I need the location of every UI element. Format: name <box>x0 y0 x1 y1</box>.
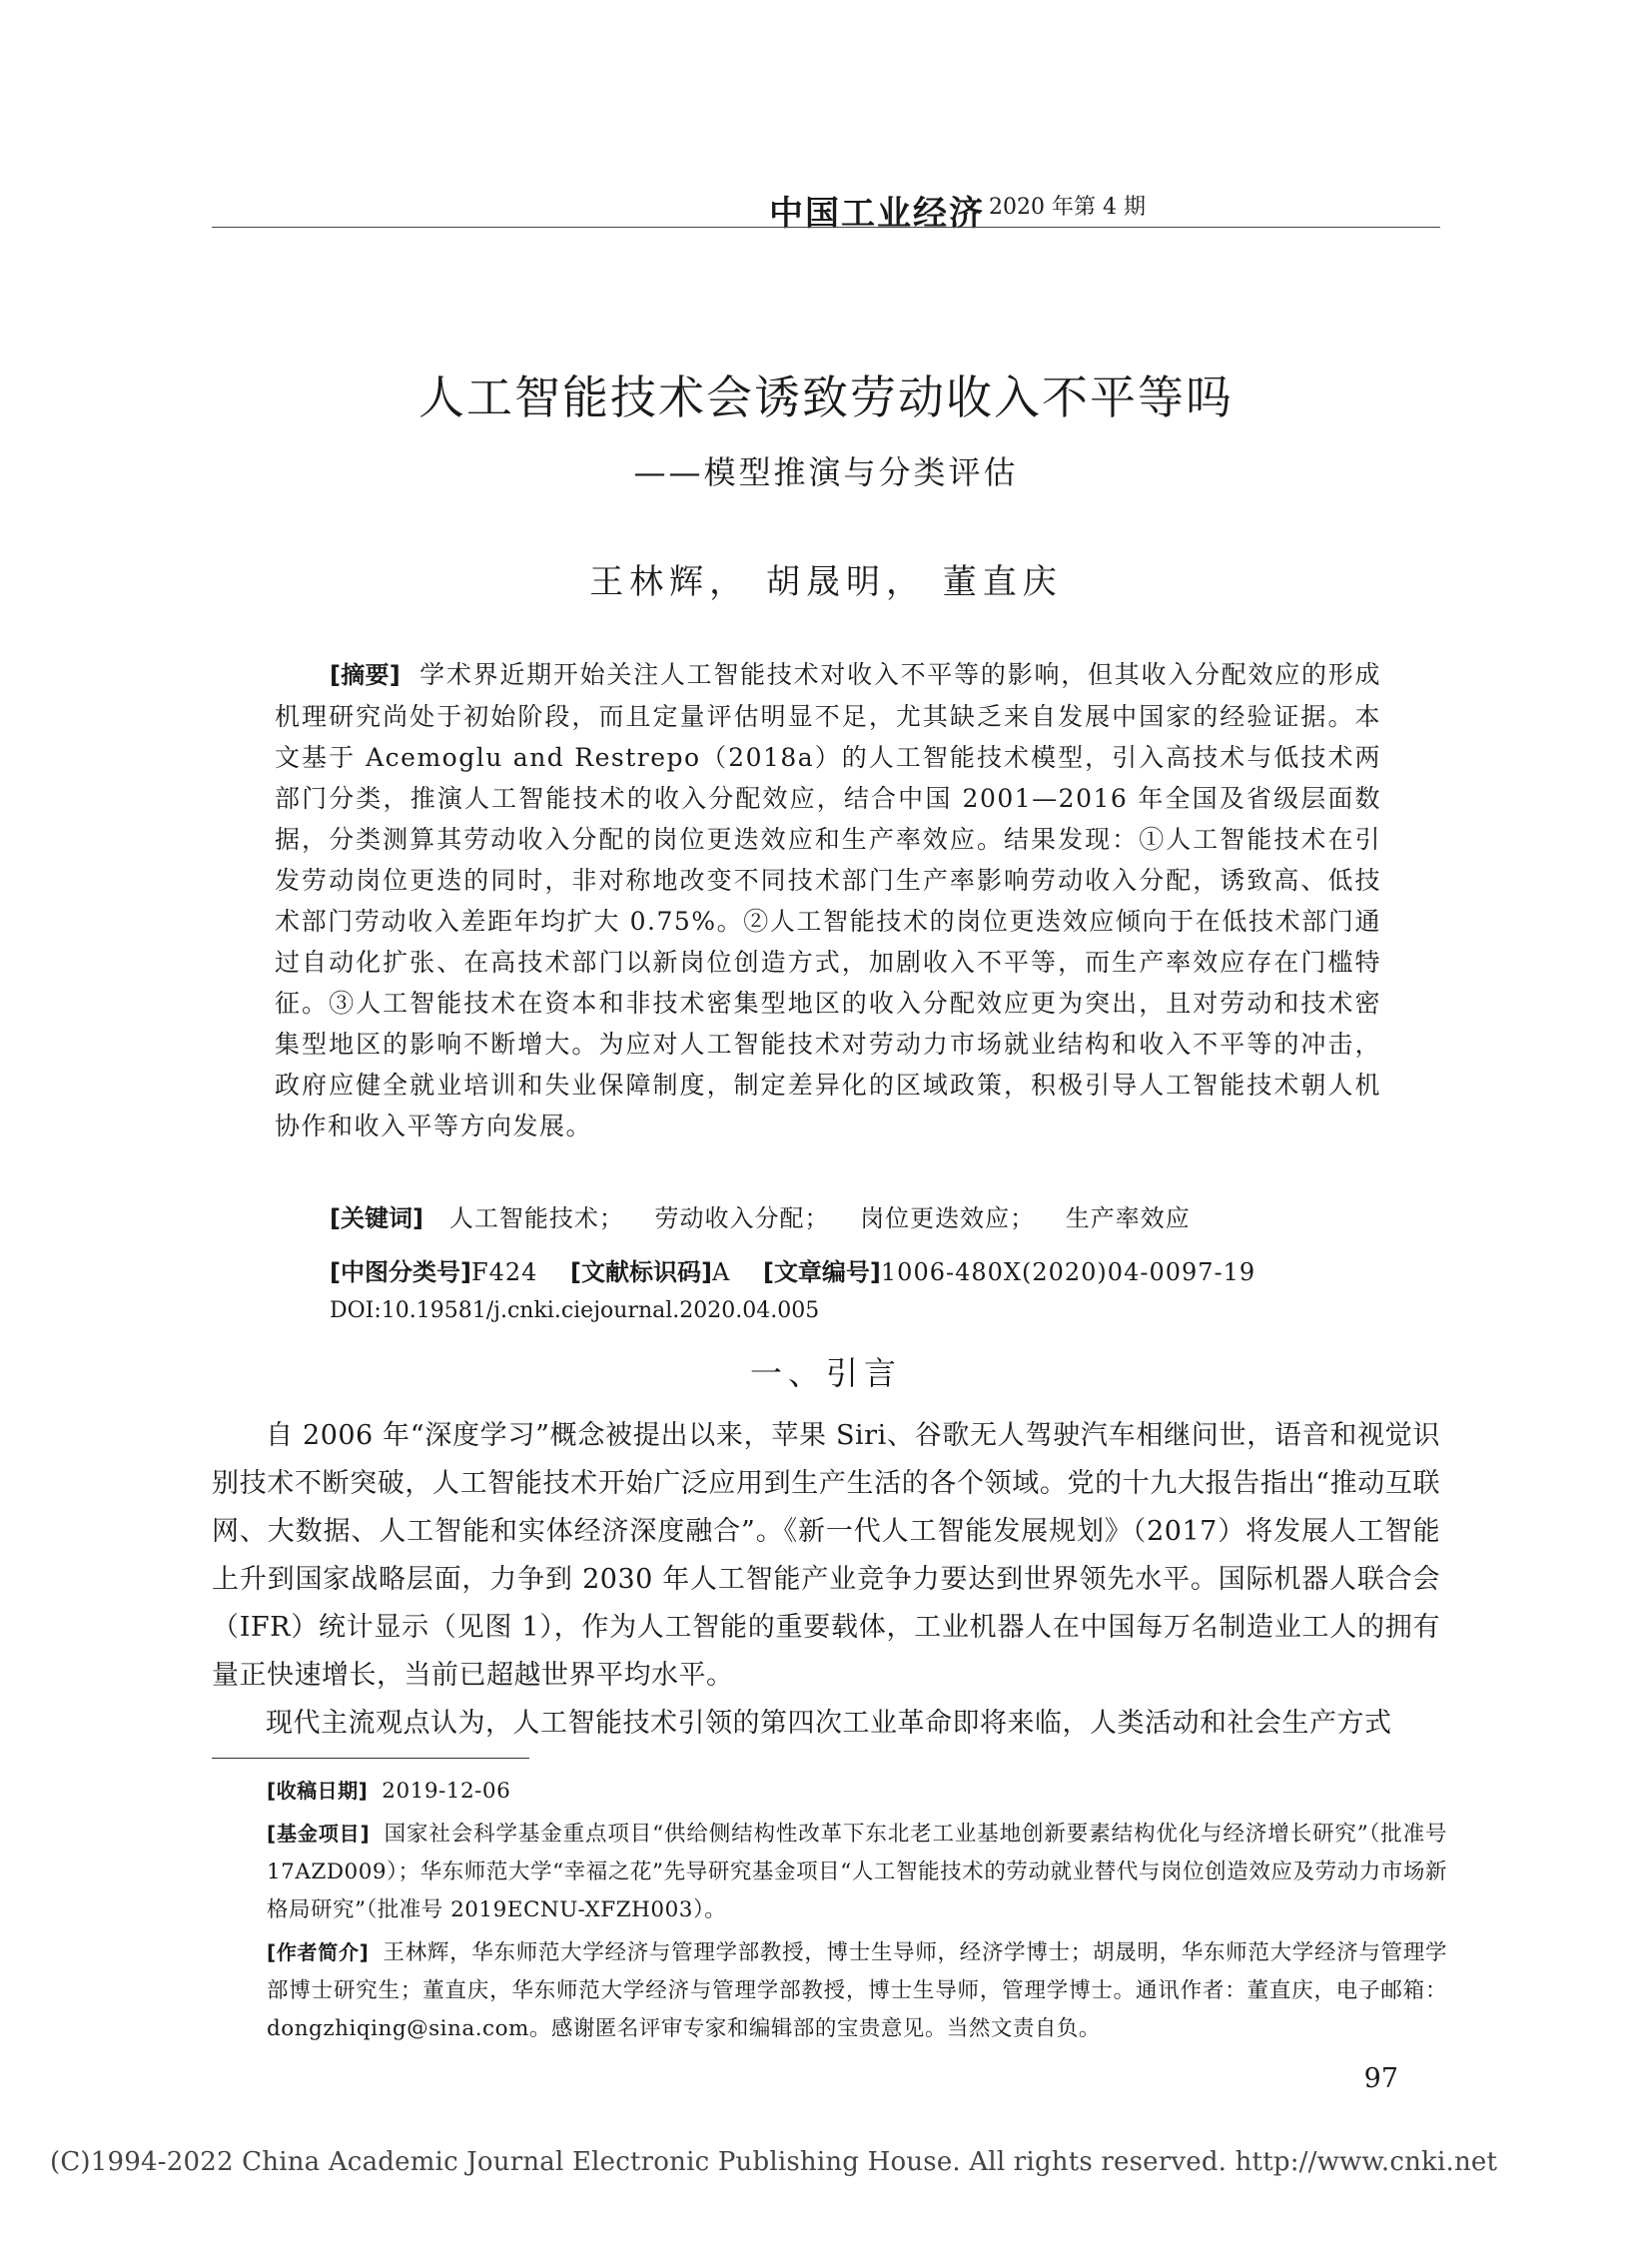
keywords-line <box>330 1198 1213 1233</box>
journal-name: 中国工业经济 <box>769 194 985 234</box>
keyword-item: 人工智能技术； <box>448 1204 624 1232</box>
footnote-author <box>267 1933 1447 2048</box>
article-no-label: [文章编号] <box>762 1258 881 1286</box>
doc-code-value: A <box>711 1258 731 1286</box>
section-heading: 一、引言 <box>749 1354 902 1392</box>
clc-label: [中图分类号] <box>330 1258 471 1286</box>
issue-label: 2020 年第 4 期 <box>989 195 1146 220</box>
fund-label: [基金项目] <box>267 1822 371 1846</box>
fund-value: 国家社会科学基金重点项目“供给侧结构性改革下东北老工业基地创新要素结构优化与经济增长研究”（批准号 17AZD009）；华东师范大学“幸福之花”先导研究基金项目“人工智能技术的劳动就业替代与岗位创造效应及劳动力市场新格局研究”（批准号 2019ECNU-XFZH003）。 <box>267 1822 1447 1922</box>
article-title: 人工智能技术会诱致劳动收入不平等吗 <box>418 371 1234 424</box>
author-info-label: [作者简介] <box>267 1940 370 1964</box>
page-number: 97 <box>1363 2063 1398 2094</box>
copyright-notice: (C)1994-2022 China Academic Journal Electronic Publishing House. All rights reserved. http://www.cnki.net <box>50 2147 1498 2177</box>
footnote-fund <box>267 1815 1447 1929</box>
article-subtitle: ——模型推演与分类评估 <box>633 453 1019 491</box>
abstract <box>275 654 1381 1146</box>
keywords-label: [关键词] <box>330 1204 423 1232</box>
footnote-received <box>267 1772 1447 1811</box>
clc-value: F424 <box>470 1258 538 1286</box>
received-value: 2019-12-06 <box>382 1779 511 1804</box>
classification-line <box>330 1252 1255 1287</box>
abstract-text: 学术界近期开始关注人工智能技术对收入不平等的影响，但其收入分配效应的形成机理研究尚处于初始阶段，而且定量评估明显不足，尤其缺乏来自发展中国家的经验证据。本文基于 Acemoglu and Restrepo（2018a）的人工智能技术模型，引入高技术与低技术两部门分类，推演人工智能技术的收入分配效应，结合中国 2001—2016 年全国及省级层面数据，分类测算其劳动收入分配的岗位更迭效应和生产率效应。结果发现：①人工智能技术在引发劳动岗位更迭的同时，非对称地改变不同技术部门生产率影响劳动收入分配，诱致高、低技术部门劳动收入差距年均扩大 0.75%。②人工智能技术的岗位更迭效应倾向于在低技术部门通过自动化扩张、在高技术部门以新岗位创造方式，加剧收入不平等，而生产率效应存在门槛特征。③人工智能技术在资本和非技术密集型地区的收入分配效应更为突出，且对劳动和技术密集型地区的影响不断增大。为应对人工智能技术对劳动力市场就业结构和收入不平等的冲击，政府应健全就业培训和失业保障制度，制定差异化的区域政策，积极引导人工智能技术朝人机协作和收入平等方向发展。 <box>275 660 1381 1140</box>
keyword-item: 劳动收入分配； <box>654 1204 830 1232</box>
abstract-label: [摘要] <box>330 661 401 689</box>
body-text <box>212 1412 1440 1748</box>
footnotes <box>267 1772 1447 2052</box>
article-authors: 王林辉， 胡晟明， 董直庆 <box>589 562 1063 602</box>
body-paragraph: 自 2006 年“深度学习”概念被提出以来，苹果 Siri、谷歌无人驾驶汽车相继问世，语音和视觉识别技术不断突破，人工智能技术开始广泛应用到生产生活的各个领域。党的十九大报告指出“推动互联网、大数据、人工智能和实体经济深度融合”。《新一代人工智能发展规划》（2017）将发展人工智能上升到国家战略层面，力争到 2030 年人工智能产业竞争力要达到世界领先水平。国际机器人联合会（IFR）统计显示（见图 1），作为人工智能的重要载体，工业机器人在中国每万名制造业工人的拥有量正快速增长，当前已超越世界平均水平。 <box>212 1420 1440 1691</box>
header-divider <box>212 227 1440 228</box>
doc-code-label: [文献标识码] <box>570 1258 712 1286</box>
doi-link[interactable]: DOI:10.19581/j.cnki.ciejournal.2020.04.005 <box>330 1298 820 1323</box>
article-no-value: 1006-480X(2020)04-0097-19 <box>880 1258 1256 1286</box>
keyword-item: 岗位更迭效应； <box>860 1204 1036 1232</box>
received-label: [收稿日期] <box>267 1779 369 1803</box>
keyword-item: 生产率效应 <box>1065 1204 1191 1232</box>
author-info-value: 王林辉，华东师范大学经济与管理学部教授，博士生导师，经济学博士；胡晟明，华东师范大学经济与管理学部博士研究生；董直庆，华东师范大学经济与管理学部教授，博士生导师，管理学博士。通讯作者：董直庆，电子邮箱：dongzhiqing@sina.com。感谢匿名评审专家和编辑部的宝贵意见。当然文责自负。 <box>267 1940 1447 2041</box>
body-paragraph: 现代主流观点认为，人工智能技术引领的第四次工业革命即将来临，人类活动和社会生产方式 <box>266 1708 1392 1739</box>
footnote-divider <box>212 1758 529 1759</box>
